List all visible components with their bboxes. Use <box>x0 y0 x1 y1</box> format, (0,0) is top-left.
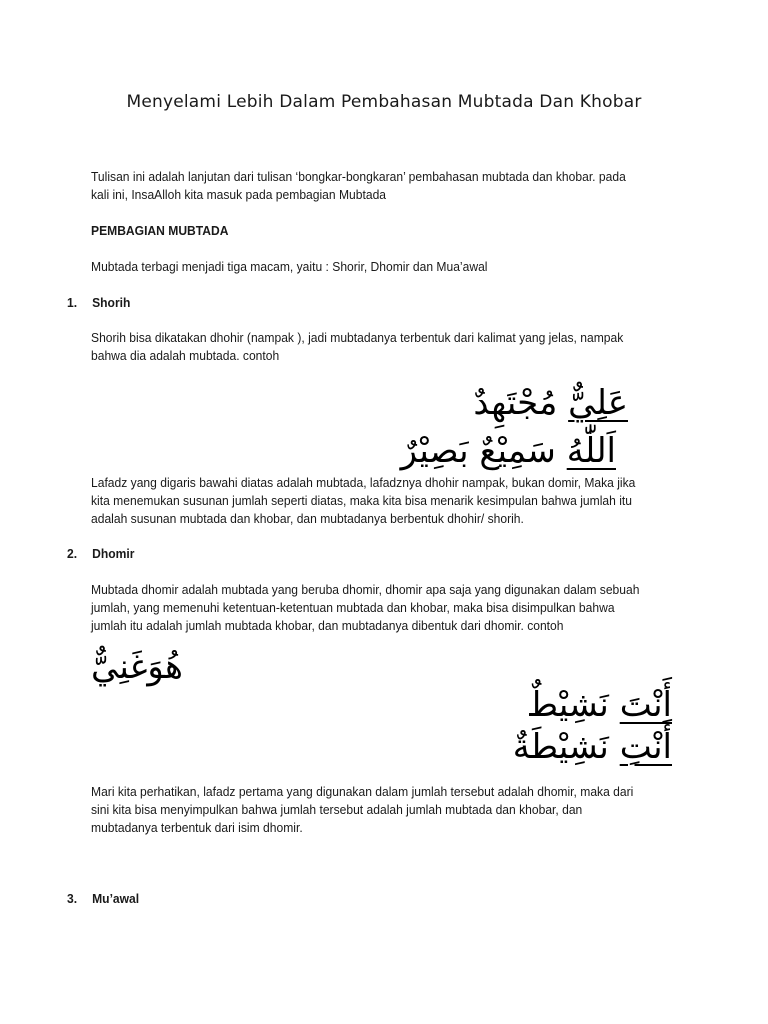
arabic-mubtada: أَنْتَ <box>619 685 672 725</box>
arabic-mubtada: عَلِيٌّ <box>568 383 628 423</box>
list-item-dhomir <box>67 545 134 563</box>
intro-paragraph: Tulisan ini adalah lanjutan dari tulisan ‘bongkar-bongkaran’ pembahasan mubtada dan khobar. pada kali ini, InsaAlloh kita masuk pada pembagian Mubtada <box>91 169 626 202</box>
arabic-example-line <box>526 685 672 725</box>
list-label: Dhomir <box>92 546 135 561</box>
list-number: 2. <box>67 546 78 561</box>
arabic-example-line <box>512 727 672 767</box>
shorih-description: Shorih bisa dikatakan dhohir (nampak ), jadi mubtadanya terbentuk dari kalimat yang jelas, nampak bahwa dia adalah mubtada. contoh <box>91 330 624 363</box>
arabic-example-single: هُوَغَنِيٌّ <box>91 647 183 687</box>
list-number: 1. <box>67 295 78 310</box>
section-intro: Mubtada terbagi menjadi tiga macam, yaitu : Shorir, Dhomir dan Mua’awal <box>91 259 488 274</box>
arabic-example-line <box>473 383 628 423</box>
arabic-khobar: سَمِيْعٌ بَصِيْرٌ <box>400 431 567 471</box>
shorih-explanation: Lafadz yang digaris bawahi diatas adalah mubtada, lafadznya dhohir nampak, bukan domir, Maka jika kita menemukan susunan jumlah seperti diatas, maka kita bisa menarik kesimpulan bahwa jumlah itu adalah susunan mubtada dan khobar, dan mubtadanya berbentuk dhohir/ shorih. <box>91 475 636 526</box>
section-heading: PEMBAGIAN MUBTADA <box>91 223 229 238</box>
document-title: Menyelami Lebih Dalam Pembahasan Mubtada Dan Khobar <box>126 92 642 112</box>
arabic-mubtada: اَللّٰهُ <box>566 431 616 471</box>
list-label: Mu’awal <box>92 891 140 906</box>
arabic-mubtada: أَنْتِ <box>619 727 672 767</box>
list-item-shorih <box>67 294 130 312</box>
dhomir-description: Mubtada dhomir adalah mubtada yang beruba dhomir, dhomir apa saja yang digunakan dalam sebuah jumlah, yang memenuhi ketentuan-ketentuan mubtada dan khobar, maka bisa disimpulkan bahwa jumlah itu adalah jumlah mubtada khobar, dan mubtadanya dibentuk dari dhomir. contoh <box>91 582 640 633</box>
list-item-muawal <box>67 890 139 908</box>
list-label: Shorih <box>92 295 131 310</box>
arabic-example-line <box>400 431 616 471</box>
arabic-khobar: نَشِيْطٌ <box>526 685 620 725</box>
dhomir-explanation: Mari kita perhatikan, lafadz pertama yang digunakan dalam jumlah tersebut adalah dhomir, maka dari sini kita bisa menyimpulkan bahwa jumlah tersebut adalah jumlah mubtada dan khobar, dan mubtadanya terbentuk dari isim dhomir. <box>91 784 634 835</box>
arabic-khobar: مُجْتَهِدٌ <box>473 383 569 423</box>
list-number: 3. <box>67 891 78 906</box>
arabic-khobar: نَشِيْطَةٌ <box>512 727 620 767</box>
